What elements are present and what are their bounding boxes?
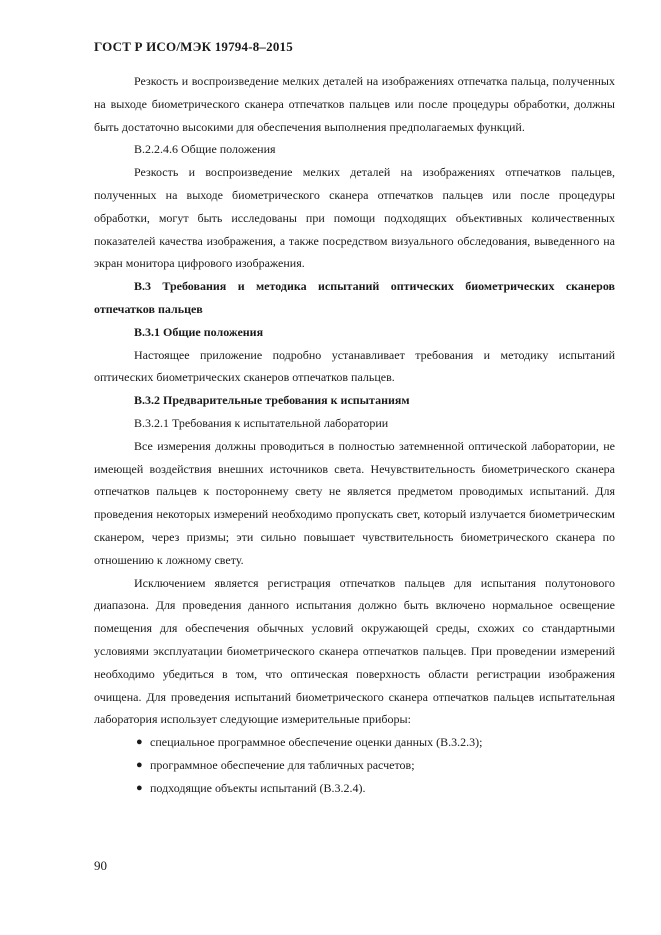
bullet-icon: ●: [136, 781, 143, 794]
section-heading: В.3.1 Общие положения: [134, 324, 264, 339]
list-item: [94, 754, 615, 777]
page-number: 90: [94, 858, 107, 873]
subsection-title: В.3.2.1 Требования к испытательной лаборатории: [134, 415, 389, 430]
list-item-text: подходящие объекты испытаний (В.3.2.4).: [150, 780, 366, 795]
bullet-icon: ●: [136, 736, 143, 749]
paragraph: Исключением является регистрация отпечатков пальцев для испытания полутонового диапазона. Для проведения данного испытания должно быть включено нормальное освещение помещения для обеспечения обычных условий окружающей среды, схожих со стандартными условиями эксплуатации биометрического сканера отпечатков пальцев. При проведении измерений необходимо убедиться в том, что оптическая поверхность области регистрации изображения очищена. Для проведения испытаний биометрического сканера отпечатков пальцев испытательная лаборатория использует следующие измерительные приборы:: [94, 575, 615, 727]
document-header: ГОСТ Р ИСО/МЭК 19794-8–2015: [94, 39, 293, 54]
bullet-icon: ●: [136, 758, 143, 771]
paragraph: Все измерения должны проводиться в полностью затемненной оптической лаборатории, не имеющей воздействия внешних источников света. Нечувствительность биометрического сканера отпечатков пальцев к постороннему свету не является предметом проводимых испытаний. Для проведения некоторых измерений необходимо пропускать свет, который излучается биометрическим сканером, через призмы; эти сильно повышает чувствительность биометрического сканера по отношению к ложному свету.: [94, 438, 615, 567]
list-item-text: специальное программное обеспечение оценки данных (В.3.2.3);: [150, 735, 483, 750]
list-item: [94, 777, 615, 800]
list-item: [94, 731, 615, 754]
paragraph: Настоящее приложение подробно устанавливает требования и методику испытаний оптических биометрических сканеров отпечатков пальцев.: [94, 347, 615, 385]
subsection-title: В.2.2.4.6 Общие положения: [134, 142, 276, 157]
section-heading: В.3.2 Предварительные требования к испытаниям: [134, 393, 410, 408]
paragraph: Резкость и воспроизведение мелких деталей на изображениях отпечатка пальца, полученных на выходе биометрического сканера отпечатков пальцев или после процедуры обработки, должны быть достаточно высокими для обеспечения выполнения предполагаемых функций.: [94, 74, 615, 134]
paragraph: Резкость и воспроизведение мелких деталей на изображениях отпечатков пальцев, полученных на выходе биометрического сканера отпечатков пальцев или после процедуры обработки, могут быть исследованы при помощи подходящих объективных количественных показателей качества изображения, а также посредством визуального обследования, выведенного на экран монитора цифрового изображения.: [94, 165, 615, 271]
bullet-list: [94, 731, 615, 799]
list-item-text: программное обеспечение для табличных расчетов;: [150, 757, 415, 772]
section-heading: В.3 Требования и методика испытаний оптических биометрических сканеров отпечатков пальцев: [94, 279, 615, 316]
document-body: [94, 70, 615, 800]
